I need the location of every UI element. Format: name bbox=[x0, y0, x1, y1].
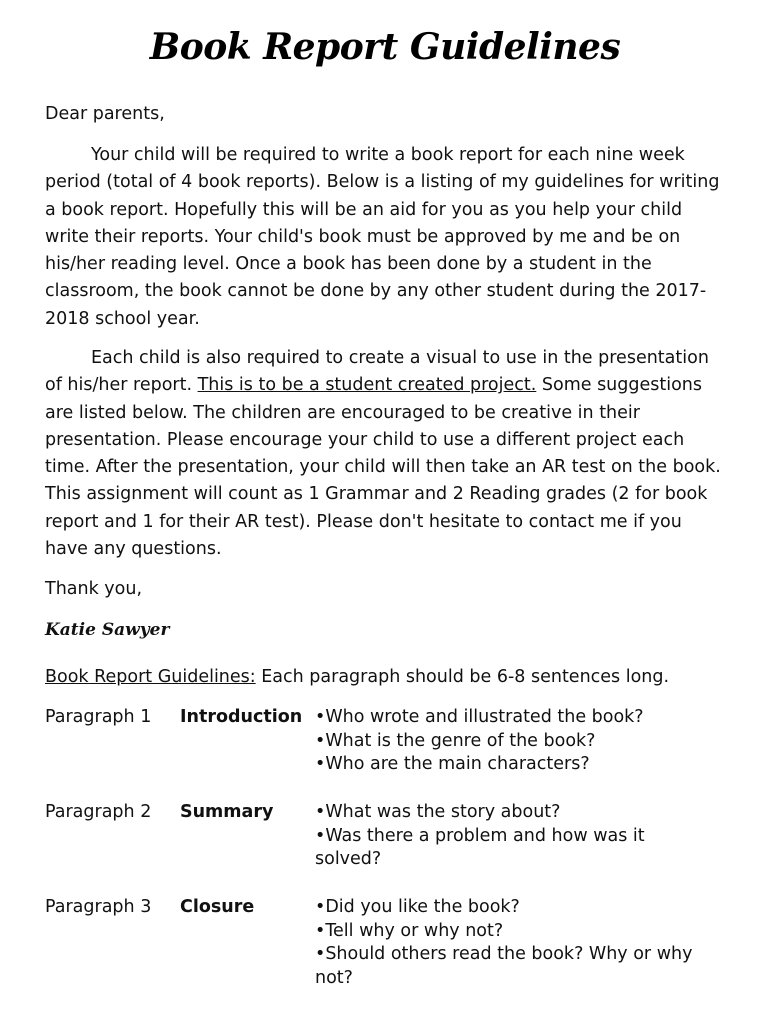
section-name: Summary bbox=[180, 802, 274, 822]
question-item: •Should others read the book? Why or why not? bbox=[315, 944, 693, 988]
question-list bbox=[315, 706, 715, 777]
paragraph-visual-text-end: Some suggestions are listed below. The children are encouraged to be creative in their presentation. Please encourage your child to use a different project each time. After the presentation, your child will then take an AR test on the book. This assignment will count as 1 Grammar and 2 Reading grades (2 for book report and 1 for their AR test). Please don't hesitate to contact me if you have any questions. bbox=[45, 375, 721, 560]
closing: Thank you, bbox=[45, 579, 143, 599]
paragraph-label: Paragraph 3 bbox=[45, 897, 152, 917]
question-item: •Did you like the book? bbox=[315, 897, 520, 917]
greeting: Dear parents, bbox=[45, 104, 165, 124]
question-item: •Who are the main characters? bbox=[315, 754, 590, 774]
question-list bbox=[315, 896, 715, 990]
paragraph-label: Paragraph 2 bbox=[45, 802, 152, 822]
paragraph-intro: Your child will be required to write a book report for each nine week period (total of 4 book reports). Below is a listing of my guidelines for writing a book report. Hopefully this will be an aid for you as you help your child write their reports. Your child's book must be approved by me and be on his/her reading level. Once a book has been done by a student in the classroom, the book cannot be done by any other student during the 2017-2018 school year. bbox=[45, 145, 720, 329]
guidelines-note bbox=[45, 664, 669, 691]
question-list bbox=[315, 801, 715, 872]
underlined-emphasis: This is to be a student created project. bbox=[197, 375, 537, 396]
guidelines-text: Each paragraph should be 6-8 sentences long. bbox=[255, 667, 670, 687]
paragraph-visual-text-start: Each child is also required to create a visual to use in the presentation of his/her report. bbox=[45, 348, 709, 396]
section-name: Closure bbox=[180, 897, 255, 917]
question-item: •Tell why or why not? bbox=[315, 920, 504, 941]
guidelines-label: Book Report Guidelines: bbox=[45, 667, 256, 687]
question-item: •Who wrote and illustrated the book? bbox=[315, 707, 644, 727]
section-name: Introduction bbox=[180, 707, 303, 727]
paragraph-visual-project bbox=[45, 345, 725, 563]
page-title: Book Report Guidelines bbox=[149, 26, 621, 68]
question-item: •Was there a problem and how was it solved? bbox=[315, 825, 645, 869]
paragraph-label: Paragraph 1 bbox=[45, 707, 152, 727]
question-item: •What was the story about? bbox=[315, 802, 561, 822]
signature: Katie Sawyer bbox=[45, 620, 170, 640]
question-item: •What is the genre of the book? bbox=[315, 730, 596, 751]
